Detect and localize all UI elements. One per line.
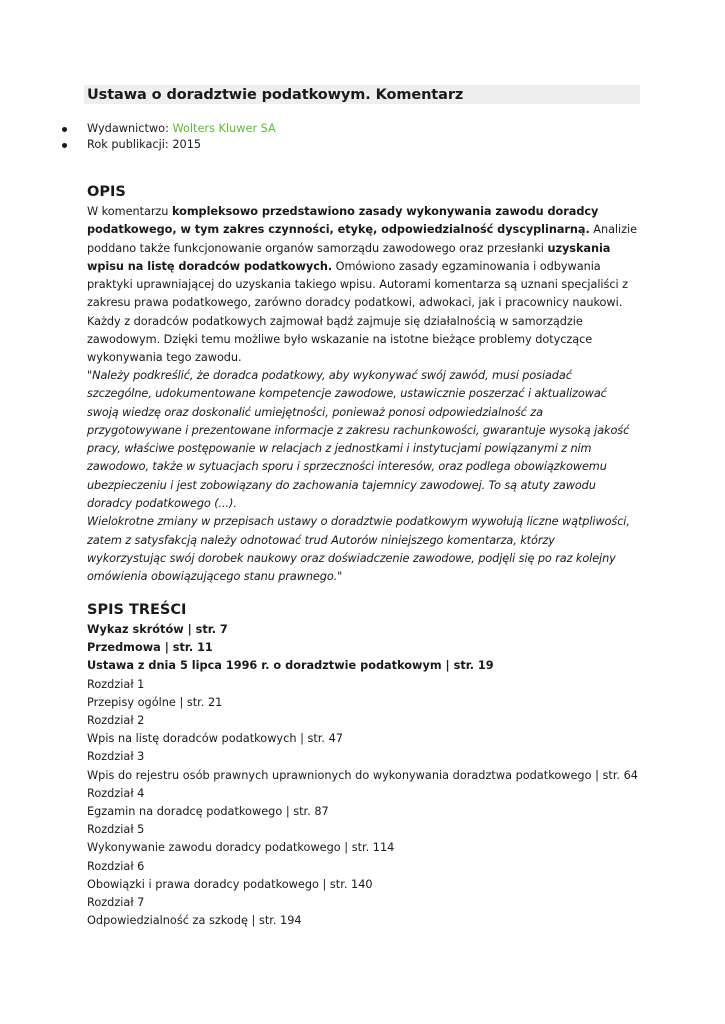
toc-entry-bold: Przedmowa | str. 11 (87, 641, 213, 655)
year-value: 2015 (172, 137, 202, 151)
toc-entry: Odpowiedzialność za szkodę | str. 194 (87, 914, 302, 928)
toc-entry: Wpis na listę doradców podatkowych | str. 47 (87, 732, 343, 746)
bullet-icon (62, 143, 67, 148)
desc-bold-2: uzyskania wpisu na listę doradców podatkowych. (87, 241, 611, 273)
toc-heading: SPIS TREŚCI (87, 602, 187, 618)
publisher-link[interactable]: Wolters Kluwer SA (172, 122, 276, 135)
toc-list (87, 621, 638, 930)
toc-entry: Rozdział 6 (87, 859, 145, 873)
page-title: Ustawa o doradztwie podatkowym. Komentarz (87, 87, 464, 103)
toc-entry: Rozdział 1 (87, 677, 145, 691)
toc-entry: Rozdział 7 (87, 896, 145, 910)
meta-year (62, 137, 276, 153)
toc-entry-bold: Ustawa z dnia 5 lipca 1996 r. o doradztwie podatkowym | str. 19 (87, 659, 494, 673)
toc-entry: Wpis do rejestru osób prawnych uprawnionych do wykonywania doradztwa podatkowego | str. 64 (87, 768, 638, 782)
description-paragraph (87, 203, 639, 368)
year-label: Rok publikacji: (87, 137, 173, 151)
quote-block (87, 367, 635, 587)
toc-entry: Rozdział 4 (87, 786, 145, 800)
toc-entry: Przepisy ogólne | str. 21 (87, 695, 223, 709)
quote-part-2: Wielokrotne zmiany w przepisach ustawy o doradztwie podatkowym wywołują liczne wątpliwości, zatem z satysfakcją należy odnotować trud Autorów niniejszego komentarza, którzy wykorzystując swój dorobek naukowy oraz doświadczenie zawodowe, podjęli się po raz kolejny omówienia obowiązującego stanu prawnego." (87, 515, 630, 584)
toc-entry-bold: Wykaz skrótów | str. 7 (87, 623, 228, 636)
desc-text-1: W komentarzu (87, 205, 172, 218)
publisher-label: Wydawnictwo: (87, 122, 173, 135)
desc-bold-1: kompleksowo przedstawiono zasady wykonywania zawodu doradcy podatkowego, w tym zakres czynności, etykę, odpowiedzialność dyscyplinarną. (87, 205, 599, 237)
toc-entry: Obowiązki i prawa doradcy podatkowego | str. 140 (87, 877, 373, 891)
toc-entry: Rozdział 5 (87, 823, 145, 837)
bullet-icon (62, 127, 67, 132)
meta-publisher (62, 121, 276, 137)
book-meta-list (62, 121, 276, 152)
desc-text-3: Omówiono zasady egzaminowania i odbywania praktyki uprawniającej do uzyskania takiego wpisu. Autorami komentarza są uznani specjaliści z zakresu prawa podatkowego, zarówno doradcy podatkowi, adwokaci, jak i pracownicy naukowi. Każdy z doradców podatkowych zajmował bądź zajmuje się działalnością w samorządzie zawodowym. Dzięki temu możliwe było wskazanie na istotne bieżące problemy dotyczące wykonywania tego zawodu. (87, 259, 629, 365)
toc-entry: Egzamin na doradcę podatkowego | str. 87 (87, 805, 329, 819)
desc-text-2: Analizie poddano także funkcjonowanie organów samorządu zawodowego oraz przesłanki (87, 223, 637, 255)
toc-entry: Wykonywanie zawodu doradcy podatkowego | str. 114 (87, 841, 395, 855)
opis-heading: OPIS (87, 184, 126, 200)
toc-entry: Rozdział 3 (87, 750, 145, 764)
quote-part-1: "Należy podkreślić, że doradca podatkowy, aby wykonywać swój zawód, musi posiadać szczególne, udokumentowane kompetencje zawodowe, ustawicznie poszerzać i aktualizować swoją wiedzę oraz doskonalić umiejętności, ponieważ ponosi odpowiedzialność za przygotowywane i prezentowane informacje z zakresu rachunkowości, gwarantuje wysoką jakość pracy, właściwe postępowanie w relacjach z jednostkami i instytucjami powiązanymi z nim zawodowo, także w sytuacjach sporu i sprzeczności interesów, oraz podlega obowiązkowemu ubezpieczeniu i jest zobowiązany do zachowania tajemnicy zawodowej. To są atuty zawodu doradcy podatkowego (...). (87, 369, 630, 511)
toc-entry: Rozdział 2 (87, 714, 145, 728)
